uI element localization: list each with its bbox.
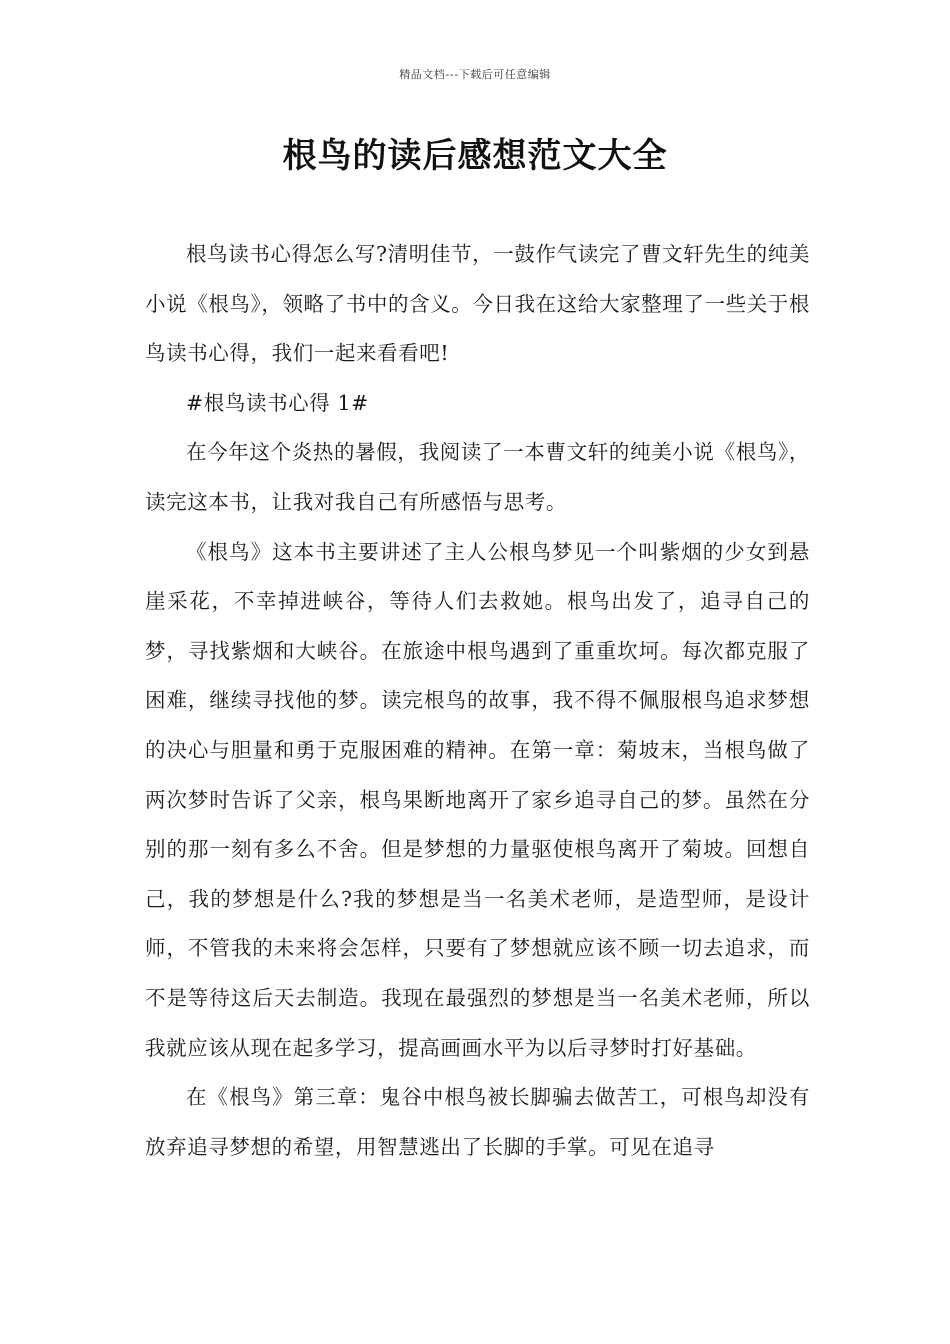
paragraph-1: 在今年这个炎热的暑假，我阅读了一本曹文轩的纯美小说《根鸟》，读完这本书，让我对我自己有所感悟与思考。 xyxy=(145,440,810,514)
document-title: 根鸟的读后感想范文大全 xyxy=(282,136,668,176)
paragraph-2: 《根鸟》这本书主要讲述了主人公根鸟梦见一个叫紫烟的少女到悬崖采花，不幸掉进峡谷，等待人们去救她。根鸟出发了，追寻自己的梦，寻找紫烟和大峡谷。在旅途中根鸟遇到了重重坎坷。每次都克服了困难，继续寻找他的梦。读完根鸟的故事，我不得不佩服根鸟追求梦想的决心与胆量和勇于克服困难的精神。在第一章：菊坡末，当根鸟做了两次梦时告诉了父亲，根鸟果断地离开了家乡追寻自己的梦。虽然在分别的那一刻有多么不舍。但是梦想的力量驱使根鸟离开了菊坡。回想自己，我的梦想是什么?我的梦想是当一名美术老师，是造型师，是设计师，不管我的未来将会怎样，只要有了梦想就应该不顾一切去追求，而不是等待这后天去制造。我现在最强烈的梦想是当一名美术老师，所以我就应该从现在起多学习，提高画画水平为以后寻梦时打好基础。 xyxy=(145,539,810,1060)
document-body xyxy=(145,230,810,1172)
paragraph-intro: 根鸟读书心得怎么写?清明佳节，一鼓作气读完了曹文轩先生的纯美小说《根鸟》，领略了书中的含义。今日我在这给大家整理了一些关于根鸟读书心得，我们一起来看看吧! xyxy=(145,242,810,366)
page-header: 精品文档---下载后可任意编辑 xyxy=(399,68,551,81)
paragraph-3: 在《根鸟》第三章：鬼谷中根鸟被长脚骗去做苦工，可根鸟却没有放弃追寻梦想的希望，用智慧逃出了长脚的手掌。可见在追寻 xyxy=(145,1085,810,1159)
paragraph-section-heading: #根鸟读书心得 1# xyxy=(186,390,369,415)
